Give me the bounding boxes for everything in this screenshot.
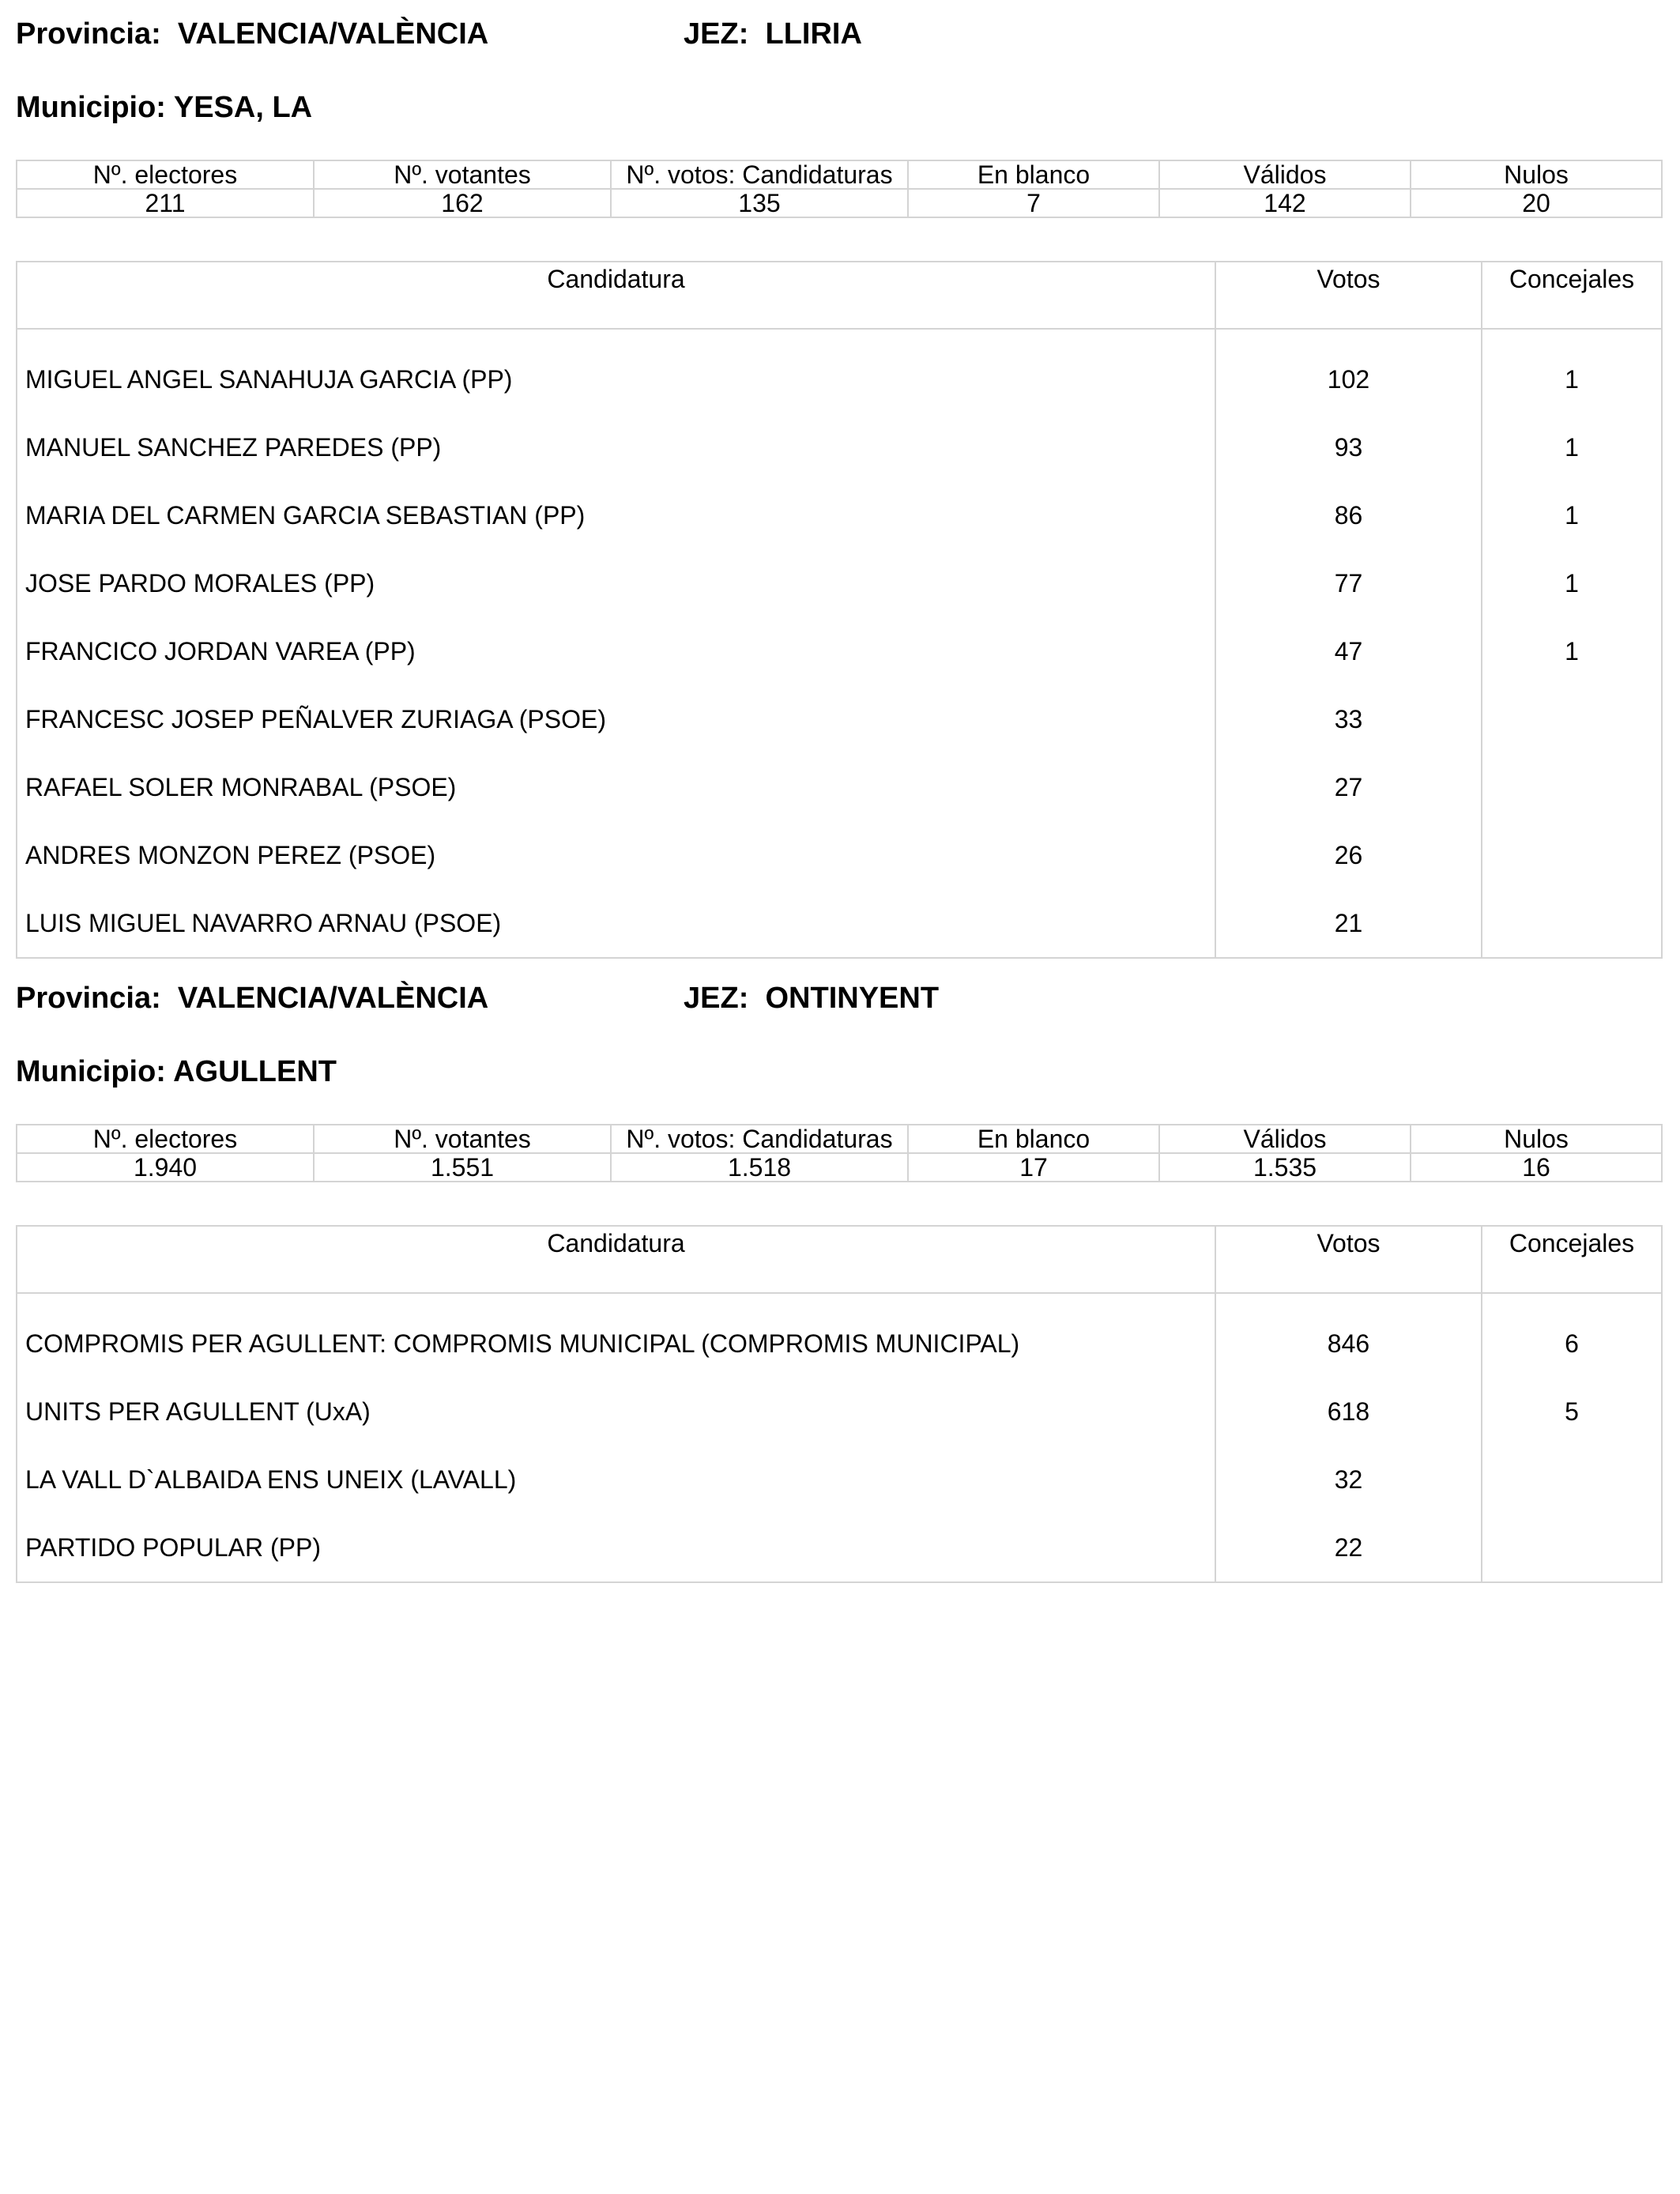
candidate-name: LA VALL D`ALBAIDA ENS UNEIX (LAVALL) [17, 1446, 1215, 1514]
candidate-concejales [1482, 1514, 1662, 1582]
candidate-row [17, 481, 1662, 549]
summary-value-row [17, 189, 1662, 217]
summary-header-cell: Válidos [1159, 160, 1411, 189]
summary-header-row [17, 1125, 1662, 1153]
candidate-votos: 27 [1215, 753, 1482, 821]
summary-value-cell: 1.535 [1159, 1153, 1411, 1182]
votos-header: Votos [1215, 1226, 1482, 1293]
summary-header-cell: Nº. votos: Candidaturas [611, 160, 908, 189]
candidate-votos: 102 [1215, 345, 1482, 413]
candidate-concejales [1482, 1446, 1662, 1514]
summary-header-row [17, 160, 1662, 189]
candidate-name: RAFAEL SOLER MONRABAL (PSOE) [17, 753, 1215, 821]
concejales-header: Concejales [1482, 262, 1662, 329]
candidate-row [17, 617, 1662, 685]
jez-heading: JEZ: ONTINYENT [684, 982, 940, 1015]
candidate-name: LUIS MIGUEL NAVARRO ARNAU (PSOE) [17, 889, 1215, 958]
candidate-name: FRANCICO JORDAN VAREA (PP) [17, 617, 1215, 685]
candidate-concejales [1482, 821, 1662, 889]
candidate-concejales: 5 [1482, 1378, 1662, 1446]
summary-value-cell: 1.518 [611, 1153, 908, 1182]
candidate-votos: 22 [1215, 1514, 1482, 1582]
candidatura-header: Candidatura [17, 1226, 1215, 1293]
candidate-votos: 93 [1215, 413, 1482, 481]
jez-heading: JEZ: LLIRIA [684, 17, 862, 51]
candidatura-header: Candidatura [17, 262, 1215, 329]
candidate-concejales: 1 [1482, 549, 1662, 617]
summary-header-cell: Nulos [1411, 1125, 1662, 1153]
candidates-header-row [17, 262, 1662, 329]
candidate-row [17, 549, 1662, 617]
candidate-row [17, 889, 1662, 958]
candidate-name: ANDRES MONZON PEREZ (PSOE) [17, 821, 1215, 889]
summary-header-cell: Nº. votos: Candidaturas [611, 1125, 908, 1153]
summary-value-cell: 142 [1159, 189, 1411, 217]
candidate-votos: 32 [1215, 1446, 1482, 1514]
summary-header-cell: Nº. votantes [314, 1125, 611, 1153]
summary-value-row [17, 1153, 1662, 1182]
candidate-concejales: 1 [1482, 413, 1662, 481]
candidate-row [17, 1446, 1662, 1514]
candidate-name: MIGUEL ANGEL SANAHUJA GARCIA (PP) [17, 345, 1215, 413]
concejales-header: Concejales [1482, 1226, 1662, 1293]
candidate-concejales [1482, 685, 1662, 753]
candidate-row [17, 1378, 1662, 1446]
candidate-votos: 618 [1215, 1378, 1482, 1446]
summary-header-cell: En blanco [908, 160, 1159, 189]
summary-value-cell: 7 [908, 189, 1159, 217]
candidate-row [17, 413, 1662, 481]
candidate-votos: 21 [1215, 889, 1482, 958]
candidates-table [16, 1225, 1663, 1583]
candidate-row [17, 1514, 1662, 1582]
candidate-name: COMPROMIS PER AGULLENT: COMPROMIS MUNICIPAL (COMPROMIS MUNICIPAL) [17, 1310, 1215, 1378]
summary-header-cell: Nº. votantes [314, 160, 611, 189]
summary-value-cell: 20 [1411, 189, 1662, 217]
candidate-votos: 47 [1215, 617, 1482, 685]
candidate-concejales: 1 [1482, 481, 1662, 549]
candidates-table [16, 261, 1663, 959]
candidate-row [17, 821, 1662, 889]
municipio-heading: Municipio: YESA, LA [16, 91, 313, 124]
candidate-name: UNITS PER AGULLENT (UxA) [17, 1378, 1215, 1446]
candidate-votos: 86 [1215, 481, 1482, 549]
votos-header: Votos [1215, 262, 1482, 329]
summary-value-cell: 162 [314, 189, 611, 217]
summary-table [16, 1124, 1663, 1182]
provincia-heading: Provincia: VALENCIA/VALÈNCIA [16, 982, 489, 1015]
summary-table [16, 160, 1663, 218]
candidate-name: PARTIDO POPULAR (PP) [17, 1514, 1215, 1582]
summary-header-cell: En blanco [908, 1125, 1159, 1153]
candidate-concejales [1482, 889, 1662, 958]
candidate-votos: 33 [1215, 685, 1482, 753]
candidate-votos: 26 [1215, 821, 1482, 889]
summary-value-cell: 211 [17, 189, 314, 217]
candidate-concejales [1482, 753, 1662, 821]
candidate-row [17, 345, 1662, 413]
municipio-heading: Municipio: AGULLENT [16, 1055, 337, 1088]
candidate-row [17, 753, 1662, 821]
candidate-name: MANUEL SANCHEZ PAREDES (PP) [17, 413, 1215, 481]
summary-header-cell: Nulos [1411, 160, 1662, 189]
candidate-concejales: 6 [1482, 1310, 1662, 1378]
candidate-name: JOSE PARDO MORALES (PP) [17, 549, 1215, 617]
candidates-header-row [17, 1226, 1662, 1293]
spacer-row [17, 1293, 1662, 1310]
candidate-row [17, 685, 1662, 753]
summary-value-cell: 16 [1411, 1153, 1662, 1182]
candidate-name: FRANCESC JOSEP PEÑALVER ZURIAGA (PSOE) [17, 685, 1215, 753]
candidate-row [17, 1310, 1662, 1378]
summary-value-cell: 1.940 [17, 1153, 314, 1182]
provincia-heading: Provincia: VALENCIA/VALÈNCIA [16, 17, 489, 51]
spacer-row [17, 329, 1662, 345]
summary-value-cell: 135 [611, 189, 908, 217]
summary-header-cell: Nº. electores [17, 1125, 314, 1153]
summary-value-cell: 1.551 [314, 1153, 611, 1182]
summary-header-cell: Nº. electores [17, 160, 314, 189]
summary-value-cell: 17 [908, 1153, 1159, 1182]
summary-header-cell: Válidos [1159, 1125, 1411, 1153]
candidate-votos: 846 [1215, 1310, 1482, 1378]
candidate-concejales: 1 [1482, 617, 1662, 685]
candidate-name: MARIA DEL CARMEN GARCIA SEBASTIAN (PP) [17, 481, 1215, 549]
candidate-votos: 77 [1215, 549, 1482, 617]
candidate-concejales: 1 [1482, 345, 1662, 413]
